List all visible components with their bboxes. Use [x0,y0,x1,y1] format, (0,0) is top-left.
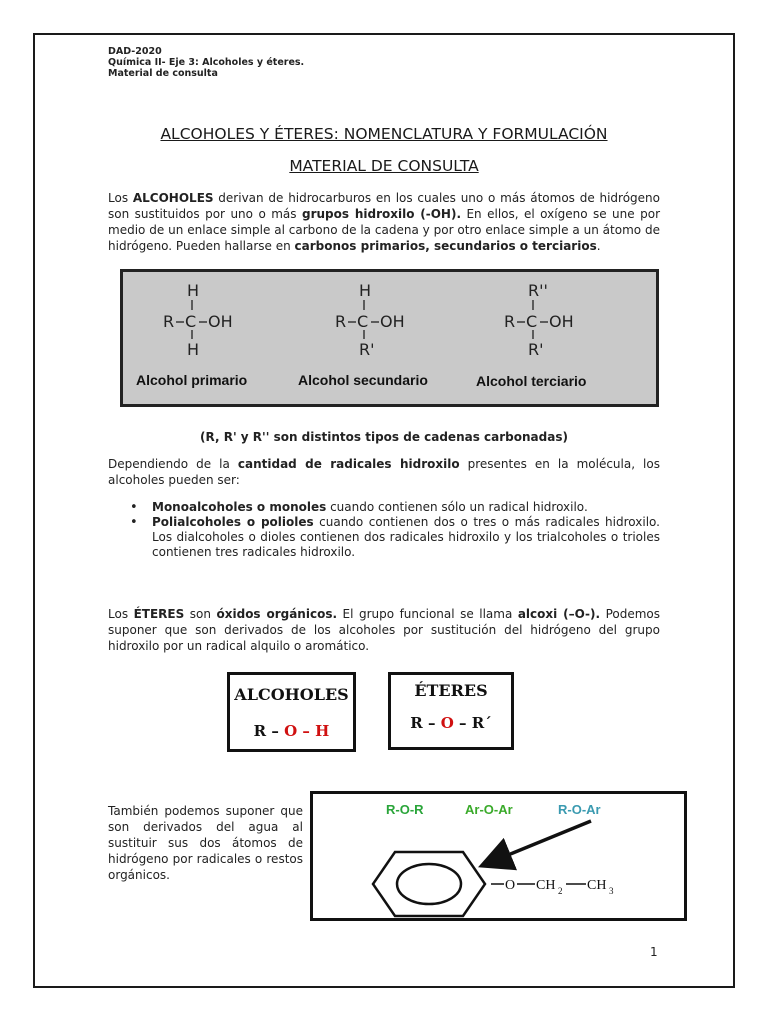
header-line-1: DAD-2020 [108,46,162,57]
list-item: • Monoalcoholes o monoles cuando contienen sólo un radical hidroxilo. [130,500,660,515]
secondary-alcohol-structure [335,281,405,359]
primary-right: OH [208,312,233,331]
alcohols-box-heading: ALCOHOLES [234,685,349,704]
chain-ch2: CH [536,878,556,893]
label-r-o-r: R-O-R [386,802,424,817]
document-header [108,46,304,79]
label-r-o-ar: R-O-Ar [558,802,601,817]
primary-center: C [185,312,197,331]
alcohols-formula-box [227,672,356,752]
tertiary-left: R [504,312,516,331]
alcohol-types-list [130,500,660,560]
radicals-note: (R, R' y R'' son distintos tipos de cadenas carbonadas) [200,430,568,444]
page-subtitle: MATERIAL DE CONSULTA [289,157,479,175]
tertiary-center: C [526,312,538,331]
page-number: 1 [650,945,658,959]
ethers-paragraph: Los ÉTERES son óxidos orgánicos. El grupo funcional se llama alcoxi (–O-). Podemos suponer que son derivados de los alcoholes por sustitución del hidrógeno del grupo hidroxilo por un radical alquilo o aromático. [108,607,661,653]
chain-ch3: CH [587,878,607,893]
tertiary-alcohol-structure [504,281,574,359]
caption-tertiary: Alcohol terciario [476,373,587,389]
primary-bottom: H [187,340,200,359]
label-ar-o-ar: Ar-O-Ar [465,802,513,817]
secondary-left: R [335,312,347,331]
list-item: • Polialcoholes o polioles cuando contienen dos o tres o más radicales hidroxilo. Los dialcoholes o dioles contienen dos radicales hidroxilo y los trialcoholes o trioles contienen tres radicales hidroxilo. [130,515,660,560]
secondary-top: H [359,281,372,300]
chain-oxygen: O [505,878,516,893]
chain-ch2-sub: 2 [558,886,563,896]
ether-types-figure [310,791,687,921]
tertiary-top: R'' [528,281,548,300]
primary-top: H [187,281,200,300]
phenyl-ethyl-ether-drawing [313,794,684,918]
intro-paragraph: Los ALCOHOLES derivan de hidrocarburos en los cuales uno o más átomos de hidrógeno son sustituidos por uno o más grupos hidroxilo (-OH). En ellos, el oxígeno se une por medio de un enlace simple al carbono de la cadena y por otro enlace simple a un átomo de hidrógeno. Pueden hallarse en carbonos primarios, secundarios o terciarios. [108,191,660,253]
tertiary-bottom: R' [528,340,544,359]
primary-left: R [163,312,175,331]
header-line-3: Material de consulta [108,68,218,79]
pointer-arrow [491,821,591,862]
ethers-box-heading: ÉTERES [414,681,488,700]
ethers-formula: R – O – R´ [410,714,492,732]
secondary-right: OH [380,312,405,331]
tertiary-right: OH [549,312,574,331]
header-line-2: Química II- Eje 3: Alcoholes y éteres. [108,57,305,68]
secondary-bottom: R' [359,340,375,359]
ethers-formula-box [388,672,514,750]
caption-secondary: Alcohol secundario [298,372,428,388]
caption-primary: Alcohol primario [136,372,248,388]
page-title: ALCOHOLES Y ÉTERES: NOMENCLATURA Y FORMULACIÓN [160,125,608,143]
alcohols-formula: R – O – H [253,722,330,740]
aromatic-circle [397,864,461,904]
secondary-center: C [357,312,369,331]
classification-paragraph: Dependiendo de la cantidad de radicales hidroxilo presentes en la molécula, los alcoholes pueden ser: [108,457,660,487]
primary-alcohol-structure [163,281,233,359]
water-derivation-paragraph: También podemos suponer que son derivados del agua al sustituir sus dos átomos de hidrógeno por radicales o restos orgánicos. [108,804,303,882]
benzene-ring [373,852,485,916]
chain-ch3-sub: 3 [609,886,614,896]
